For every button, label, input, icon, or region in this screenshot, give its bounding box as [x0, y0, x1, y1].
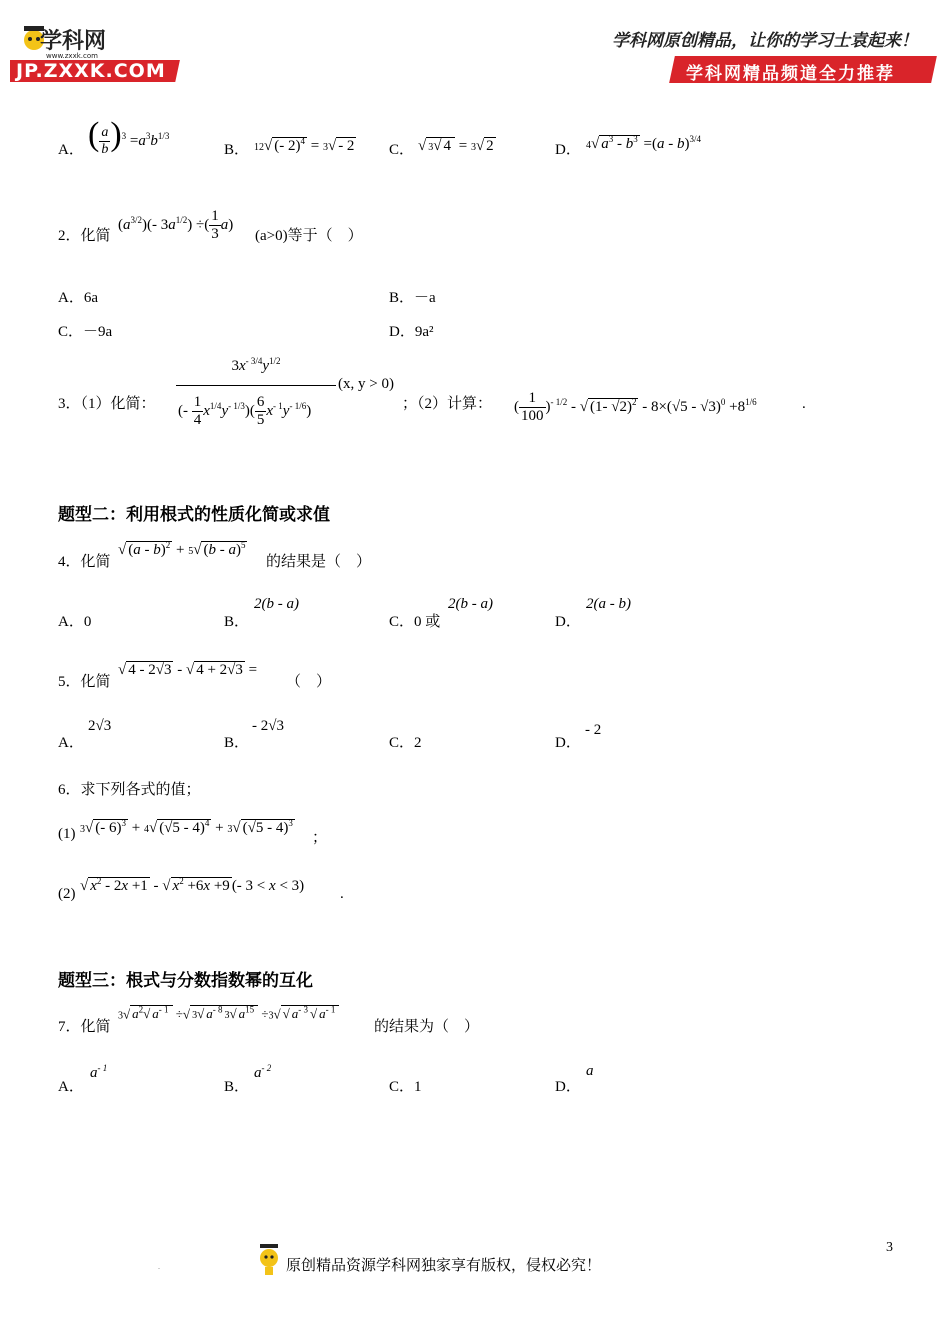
q2-option-b: B．－a: [389, 290, 436, 306]
section-heading-2: 题型二：利用根式的性质化简或求值: [58, 505, 330, 525]
q2-number: 2．化简: [58, 228, 111, 244]
q1-option-d: [555, 138, 581, 159]
q5-a-expr: 2√3: [88, 718, 112, 734]
option-label: D．: [555, 142, 581, 158]
option-label: C．: [389, 142, 415, 158]
q1-option-b: [224, 138, 249, 159]
q4-tail: 的结果是（ ）: [266, 554, 372, 570]
q5-b-expr: - 2√3: [252, 718, 284, 734]
q7-option-b: B．: [224, 1079, 250, 1095]
q4-number: 4．化简: [58, 554, 111, 570]
slogan: 学科网原创精品，让你的学习士袁起来！: [612, 31, 918, 51]
q5-number: 5．化简: [58, 674, 111, 690]
q1-option-a: [58, 138, 84, 159]
option-label: B．: [224, 142, 250, 158]
q3-end: .: [802, 396, 806, 412]
q1-a-expr: ( $\frac{a}{b}$ )$^3 =a^3b^{1/3}$: [88, 116, 170, 158]
q1-d-expr: 4√ $a^3 - b^3 =(a - b)^{3/4}$: [586, 134, 701, 152]
q5-tail: （ ）: [286, 674, 332, 690]
q7-option-c: C．1: [389, 1079, 422, 1095]
logo-url: www.zxxk.com: [46, 52, 98, 60]
q3-denominator: (- $\frac{1}{4}$ $x^{1/4}y^{- 1/3}$)( $\frac{6}{5}$ $x^{- 1}y^{- 1/6}$): [178, 394, 312, 428]
q6-number: 6．求下列各式的值；: [58, 782, 201, 798]
q2-option-d: D．9a²: [389, 324, 434, 340]
footer-dot: .: [158, 1262, 160, 1271]
q5-expr: √ 4 - 2√3 - √ 4 + 2√3 =: [118, 662, 258, 678]
q6-p2-expr: √ $x^2 - 2x +1$ - √ $x^2 +6x +9$ (- 3 < x < 3): [80, 876, 305, 894]
q3-mid: ；（2）计算：: [402, 396, 493, 412]
page-number: 3: [886, 1240, 893, 1255]
q7-d-expr: a: [586, 1063, 594, 1079]
q3-part2-expr: ( $\frac{1}{100}$ )$^{- 1/2}$ - √ (1- $√2)^2 - 8\times(√5 - √3)^0 +8^{1/6}$: [514, 390, 757, 424]
q7-option-d: D．: [555, 1079, 581, 1095]
q4-d-expr: 2(a - b): [586, 596, 631, 612]
q6-p2-label: (2): [58, 886, 76, 902]
logo-domain: JP.ZXXK.COM: [16, 60, 166, 82]
q7-tail: 的结果为（ ）: [374, 1019, 480, 1035]
q6-p1-expr: 3√ (- 6)$^3$ + 4√ (√5 - 4)$^4$ + 3√ (√5 - 4)$^3$: [80, 818, 293, 836]
q4-option-a: A．0: [58, 614, 92, 630]
q5-option-d: D．: [555, 735, 581, 751]
section-heading-3: 题型三：根式与分数指数幂的互化: [58, 971, 313, 991]
q2-tail: (a>0)等于（ ）: [255, 228, 363, 244]
q7-b-exponent: - 2: [261, 1063, 272, 1073]
q2-expr: $(a^{3/2})(-$ $3a^{1/2}$) ÷( $\frac{1}{3}$ a): [118, 208, 234, 242]
q7-number: 7．化简: [58, 1019, 111, 1035]
option-label: A．: [58, 142, 84, 158]
banner-text: 学科网精品频道全力推荐: [686, 64, 895, 84]
q6-p2-end: .: [340, 886, 344, 902]
q3-number: 3．（1）化简：: [58, 396, 156, 412]
q4-expr: √ (a - b)$^2$ + 5√ (b - a)$^5$: [118, 540, 246, 558]
q1-b-expr: 12√ (- 2)$^4$ = 3√ - 2: [254, 136, 355, 154]
q4-option-d: D．: [555, 614, 581, 630]
q6-p1-label: (1): [58, 826, 76, 842]
q5-d-expr: - 2: [585, 722, 602, 738]
q1-option-c: [389, 138, 414, 159]
footer-copyright: 原创精品资源学科网独家享有版权，侵权必究！: [286, 1258, 602, 1274]
q4-b-expr: 2(b - a): [254, 596, 299, 612]
q5-option-c: C．2: [389, 735, 422, 751]
logo-text: 学科网: [40, 29, 107, 54]
q1-c-expr: √ 3√ 4 = 3√ 2: [418, 138, 494, 154]
q7-b-base: a: [254, 1065, 262, 1081]
q7-b-expr: [254, 1063, 271, 1082]
q5-option-a: A．: [58, 735, 84, 751]
q3-numerator: $3x^{- 3/4}y^{1/2}$: [231, 356, 281, 374]
q7-expr: 3√ $a^2√$ $a^{- 1}$ ÷√ 3√ $a^{- 8}3√$ $a^{15} \div 3√$ √ $a^{- 3}$ √ $a^{- 1}$: [118, 1005, 339, 1022]
q7-a-expr: [90, 1063, 107, 1082]
q7-a-exponent: - 1: [97, 1063, 108, 1073]
q2-option-a: A．6a: [58, 290, 98, 306]
q7-option-a: A．: [58, 1079, 84, 1095]
q5-option-b: B．: [224, 735, 250, 751]
q4-option-c: C．0 或: [389, 614, 441, 630]
footer-mascot-icon: [254, 1242, 284, 1278]
q7-a-base: a: [90, 1065, 98, 1081]
q3-condition: (x, y > 0): [338, 376, 394, 392]
q4-option-b: B．: [224, 614, 250, 630]
q3-fraction-line: [176, 385, 336, 386]
q4-c-expr: 2(b - a): [448, 596, 493, 612]
q6-p1-end: ；: [312, 830, 328, 846]
q2-option-c: C．－9a: [58, 324, 113, 340]
